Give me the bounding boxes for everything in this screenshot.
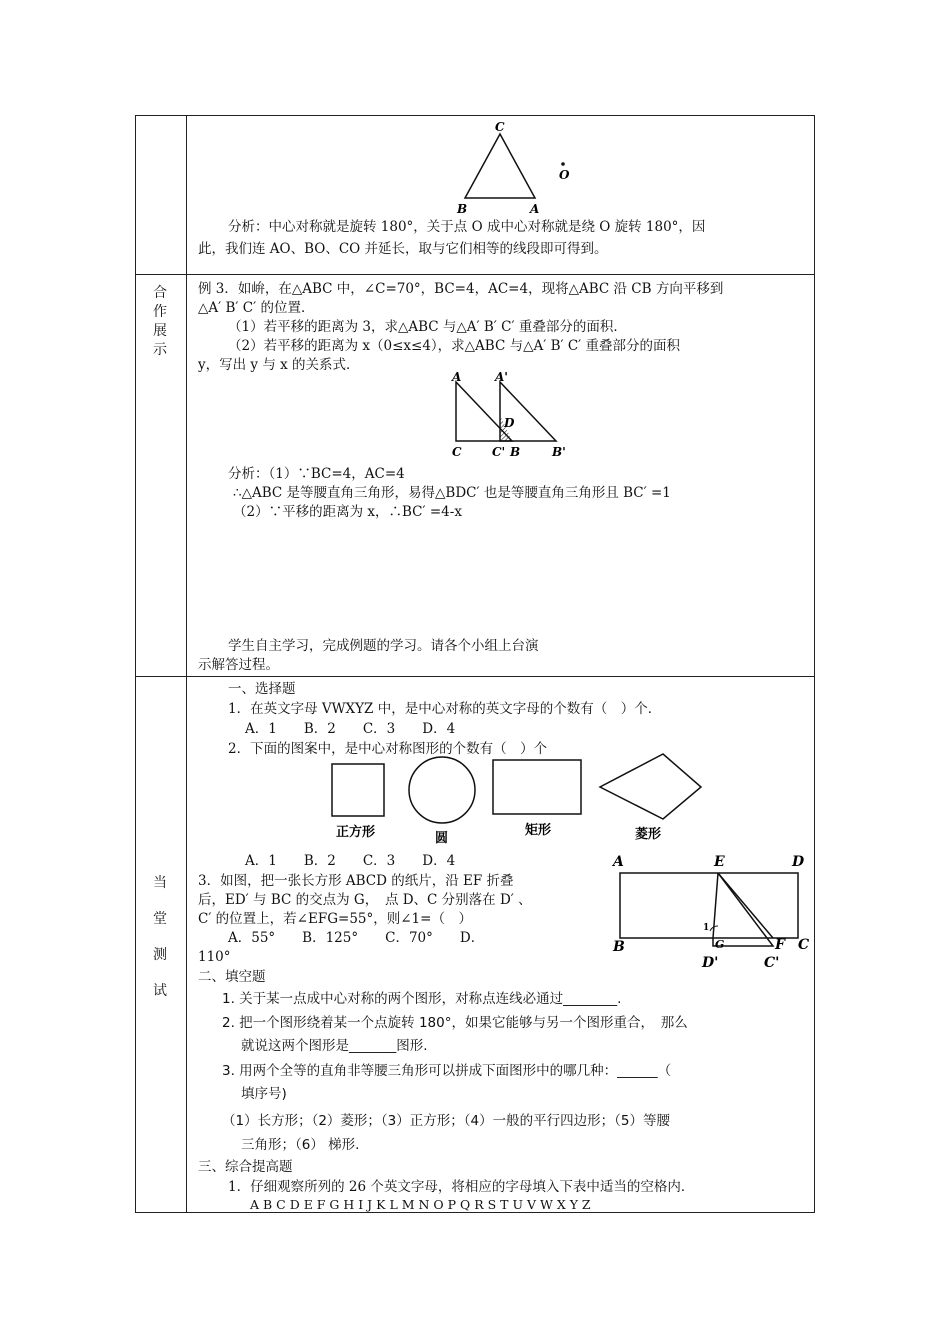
choice-question-2: 2．下面的图案中，是中心对称图形的个数有（ ）个 [228,741,548,757]
section-comprehensive-heading: 三、综合提高题 [198,1159,293,1175]
row-label-char: 试 [153,983,167,999]
row-divider-1 [136,274,814,275]
example3-line-1: 例 3．如峅，在△ABC 中，∠C=70°，BC=4，AC=4，现将△ABC 沿 CB 方向平移到 [198,281,724,297]
label-b: B [613,939,625,955]
shapes-figure [325,750,725,850]
example3-question-2-line-2: y，写出 y 与 x 的关系式． [198,357,360,373]
label-d: D [792,854,805,870]
label-c: C [495,120,505,134]
row-label-char: 合 [153,285,167,301]
shape-label-rhombus: 菱形 [635,827,662,842]
rectangle-shape [493,760,581,814]
label-angle-1: 1 [703,923,710,933]
comprehensive-question-1: 1．仔细观察所列的 26 个英文字母，将相应的字母填入下表中适当的空格内． [228,1179,695,1195]
label-c-prime: C' [764,955,780,971]
row-label-char: 堂 [153,911,167,927]
example3-question-2-line-1: （2）若平移的距离为 x（0≤x≤4），求△ABC 与△A′ B′ C′ 重叠部分的面积 [228,338,681,354]
label-b: B [510,445,521,459]
choice-question-3-line-3: C′ 的位置上，若∠EFG=55°，则∠1=（ ） [198,911,472,927]
label-f: F [775,937,785,953]
label-a: A [530,202,540,216]
fill-question-3-line-2: 填序号) [241,1086,287,1102]
row-label-char: 展 [153,323,167,339]
triangle-abc-figure [455,117,585,217]
analysis-2-line-1: 分析：（1）∵BC=4，AC=4 [228,466,405,482]
shape-label-rectangle: 矩形 [525,823,552,838]
label-o: O [559,168,570,182]
circle-shape [409,757,475,823]
label-d-prime: D' [702,955,719,971]
analysis-line-1: 分析：中心对称就是旋转 180°，关于点 O 成中心对称就是绕 O 旋转 180°，因 [228,219,706,235]
shape-label-square: 正方形 [336,825,376,840]
label-c-prime: C' [492,445,506,459]
choice-question-3-options: A．55° B．125° C．70° D． [228,930,485,946]
row-label-char: 测 [153,947,167,963]
label-c: C [798,937,810,953]
label-b-prime: B' [552,445,566,459]
label-a: A [452,370,462,384]
example3-question-1: （1）若平移的距离为 3，求△ABC 与△A′ B′ C′ 重叠部分的面积． [228,319,627,335]
section-choice-heading: 一、选择题 [228,681,296,697]
label-e: E [714,854,725,870]
choice-question-3-option-d: 110° [198,949,231,965]
analysis-2-line-2: ∴△ABC 是等腰直角三角形，易得△BDC′ 也是等腰直角三角形且 BC′ =1 [233,485,671,501]
fill-question-3-options-line-2: 三角形；（6） 梯形. [241,1137,360,1153]
label-c: C [452,445,462,459]
translation-triangles-figure [448,370,578,460]
folded-rectangle-figure [610,850,815,970]
choice-question-2-options: A．1 B．2 C．3 D．4 [245,853,456,869]
label-a: A [613,854,624,870]
study-note-line-1: 学生自主学习，完成例题的学习。请各个小组上台演 [228,638,539,654]
alphabet-letters: A B C D E F G H I J K L M N O P Q R S T U V W X Y Z [250,1197,591,1212]
fill-question-3-options-line-1: （1）长方形；（2）菱形；（3）正方形；（4）一般的平行四边形；（5）等腰 [222,1113,670,1129]
choice-question-3-line-1: 3．如图，把一张长方形 ABCD 的纸片，沿 EF 折叠 [198,873,514,889]
choice-question-1-options: A．1 B．2 C．3 D．4 [245,721,456,737]
column-divider [186,116,187,1212]
choice-question-3-line-2: 后，ED′ 与 BC 的交点为 G， 点 D、C 分别落在 D′ 、 [198,892,532,908]
label-a-prime: A' [495,370,508,384]
square-shape [332,764,384,816]
row-label-char: 当 [153,875,167,891]
analysis-2-line-3: （2）∵平移的距离为 x，∴BC′ =4-x [233,504,462,520]
fill-question-2-line-2: 就说这两个图形是_______图形. [241,1038,428,1054]
row-divider-2 [136,676,814,677]
rhombus-shape [600,754,701,819]
section-fill-heading: 二、填空题 [198,969,266,985]
example3-line-2: △A′ B′ C′ 的位置． [198,300,315,316]
label-d: D [504,416,515,430]
shape-label-circle: 圆 [435,831,449,846]
analysis-line-2: 此，我们连 AO、BO、CO 并延长，取与它们相等的线段即可得到。 [198,241,608,257]
row-label-char: 作 [153,304,167,320]
fill-question-2-line-1: 2. 把一个图形绕着某一个点旋转 180°，如果它能够与另一个图形重合， 那么 [222,1015,688,1031]
choice-question-1: 1．在英文字母 VWXYZ 中，是中心对称的英文字母的个数有（ ）个． [228,701,662,717]
label-g: G [715,938,725,951]
label-b: B [457,202,468,216]
row-label-char: 示 [153,342,167,358]
fill-question-1: 1. 关于某一点成中心对称的两个图形，对称点连线必通过________. [222,991,622,1007]
fill-question-3-line-1: 3. 用两个全等的直角非等腰三角形可以拼成下面图形中的哪几种：______（ [222,1063,672,1079]
study-note-line-2: 示解答过程。 [198,657,279,673]
